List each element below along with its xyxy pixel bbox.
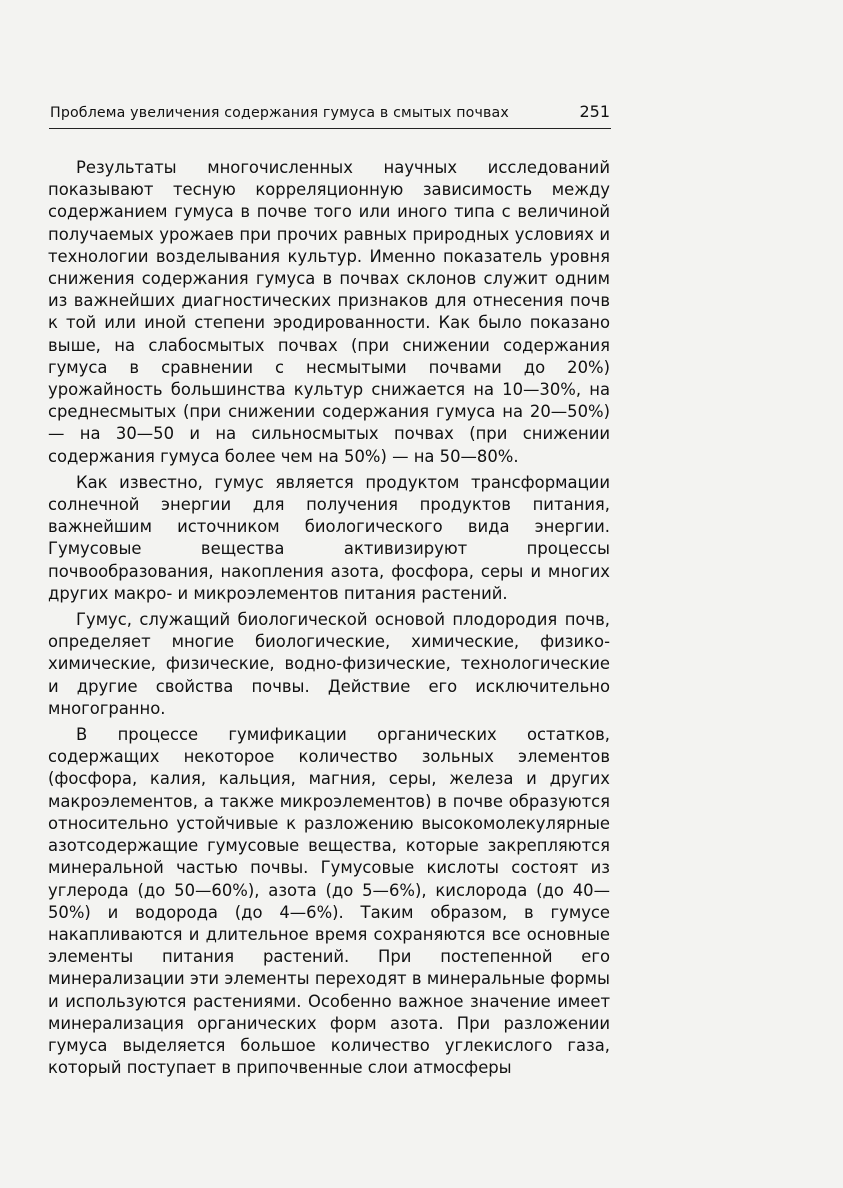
paragraph-humus-fertility: Гумус, служащий биологической основой плодородия почв, определяет многие биологические, химические, физико-химические, физические, водно-физические, технологические и другие свойства почвы. Действие его исключительно многогранно.: [48, 610, 610, 718]
running-head-title: Проблема увеличения содержания гумуса в смытых почвах: [50, 105, 509, 121]
page-number: 251: [579, 102, 610, 121]
running-head: [50, 100, 610, 126]
paragraph-humification-process: В процессе гумификации органических остатков, содержащих некоторое количество зольных элементов (фосфора, калия, кальция, магния, серы, железа и других макроэлементов, а также микроэлементов) в почве образуются относительно устойчивые к разложению высокомолекулярные азотсодержащие гумусовые вещества, которые закрепляются минеральной частью почвы. Гумусовые кислоты состоят из углерода (до 50—60%), азота (до 5—6%), кислорода (до 40—50%) и водорода (до 4—6%). Таким образом, в гумусе накапливаются и длительное время сохраняются все основные элементы питания растений. При постепенной его минерализации эти элементы переходят в минеральные формы и используются растениями. Особенно важное значение имеет минерализация органических форм азота. При разложении гумуса выделяется большое количество углекислого газа, который поступает в припочвенные слои атмосферы: [48, 725, 610, 1078]
paragraph-humus-yield-correlation: Результаты многочисленных научных исследований показывают тесную корреляционную зависимость между содержанием гумуса в почве того или иного типа с величиной получаемых урожаев при прочих равных природных условиях и технологии возделывания культур. Именно показатель уровня снижения содержания гумуса в почвах склонов служит одним из важнейших диагностических признаков для отнесения почв к той или иной степени эродированности. Как было показано выше, на слабосмытых почвах (при снижении содержания гумуса в сравнении с несмытыми почвами до 20%) урожайность большинства культур снижается на 10—30%, на среднесмытых (при снижении содержания гумуса на 20—50%) — на 30—50 и на сильносмытых почвах (при снижении содержания гумуса более чем на 50%) — на 50—80%.: [48, 158, 610, 466]
paragraph-humus-energy: Как известно, гумус является продуктом трансформации солнечной энергии для получения продуктов питания, важнейшим источником биологического вида энергии. Гумусовые вещества активизируют процессы почвообразования, накопления азота, фосфора, серы и многих других макро- и микроэлементов питания растений.: [48, 472, 610, 603]
body-text: [48, 157, 610, 1079]
header-divider: [49, 128, 611, 129]
